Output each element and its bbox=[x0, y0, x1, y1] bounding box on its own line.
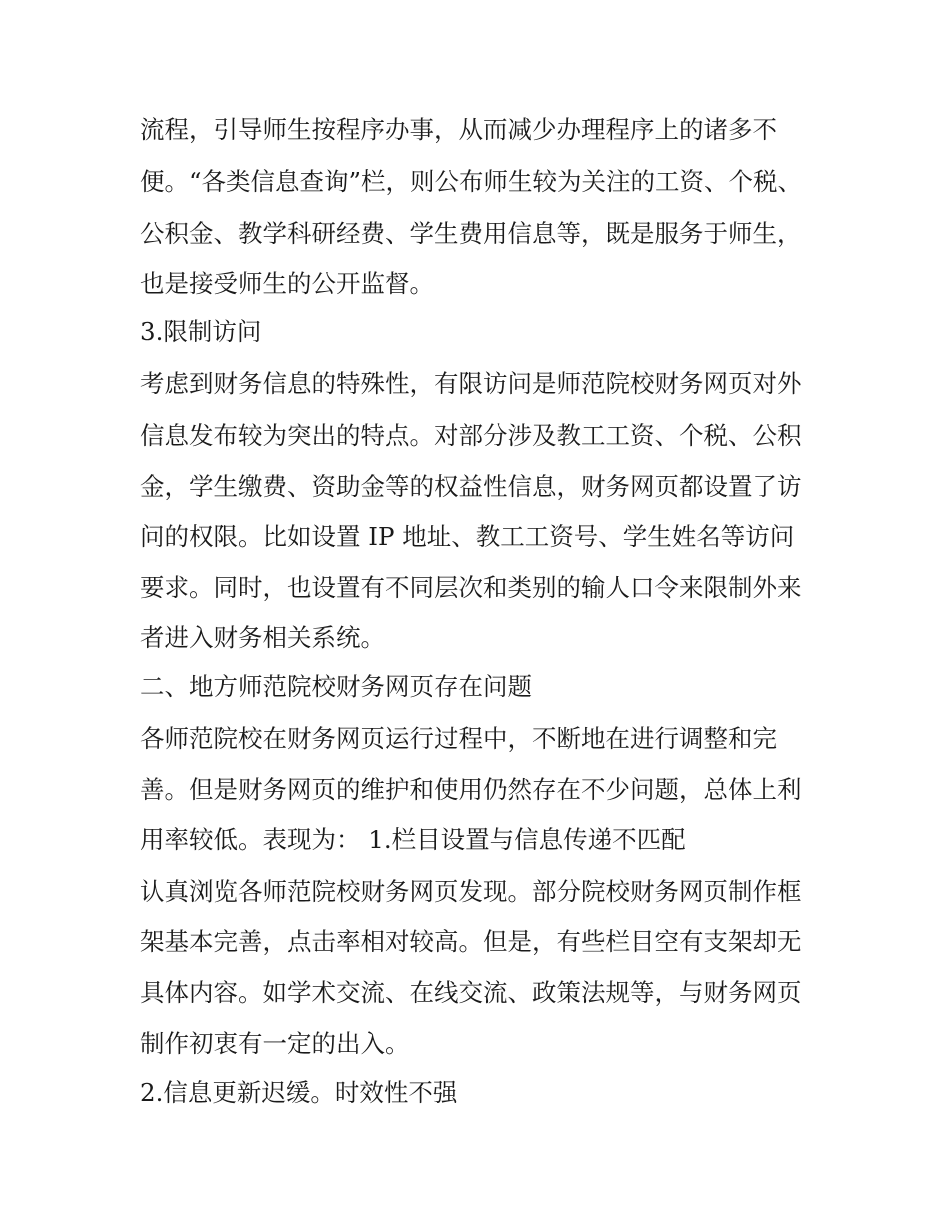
section-heading-update-delay: 2.信息更新迟缓。时效性不强 bbox=[140, 1078, 458, 1107]
text-line-10: 要求。同时，也设置有不同层次和类别的输人口令来限制外来 bbox=[140, 573, 802, 602]
text-line-19: 制作初衷有一定的出入。 bbox=[140, 1029, 410, 1058]
text-line-4: 也是接受师生的公开监督。 bbox=[140, 269, 434, 298]
section-heading-restricted-access: 3.限制访问 bbox=[140, 317, 262, 346]
text-line-18: 具体内容。如学术交流、在线交流、政策法规等，与财务网页 bbox=[140, 978, 802, 1007]
section-heading-problems: 二、地方师范院校财务网页存在问题 bbox=[140, 672, 532, 701]
text-line-17: 架基本完善，点击率相对较高。但是，有些栏目空有支架却无 bbox=[140, 927, 802, 956]
text-line-3: 公积金、教学科研经费、学生费用信息等，既是服务于师生， bbox=[140, 219, 802, 248]
text-line-2: 便。“各类信息查询”栏，则公布师生较为关注的工资、个税、 bbox=[140, 167, 803, 196]
text-line-6: 考虑到财务信息的特殊性，有限访问是师范院校财务网页对外 bbox=[140, 369, 802, 398]
text-line-16: 认真浏览各师范院校财务网页发现。部分院校财务网页制作框 bbox=[140, 877, 802, 906]
text-line-11: 者进入财务相关系统。 bbox=[140, 623, 385, 652]
text-line-9: 问的权限。比如设置 IP 地址、教工工资号、学生姓名等访问 bbox=[140, 522, 795, 551]
text-line-15: 用率较低。表现为： 1.栏目设置与信息传递不匹配 bbox=[140, 825, 686, 854]
text-line-8: 金，学生缴费、资助金等的权益性信息，财务网页都设置了访 bbox=[140, 472, 802, 501]
text-line-7: 信息发布较为突出的特点。对部分涉及教工工资、个税、公积 bbox=[140, 421, 802, 450]
text-line-13: 各师范院校在财务网页运行过程中，不断地在进行调整和完 bbox=[140, 724, 777, 753]
text-line-14: 善。但是财务网页的维护和使用仍然存在不少问题，总体上利 bbox=[140, 775, 802, 804]
text-line-1: 流程，引导师生按程序办事，从而减少办理程序上的诸多不 bbox=[140, 115, 777, 144]
